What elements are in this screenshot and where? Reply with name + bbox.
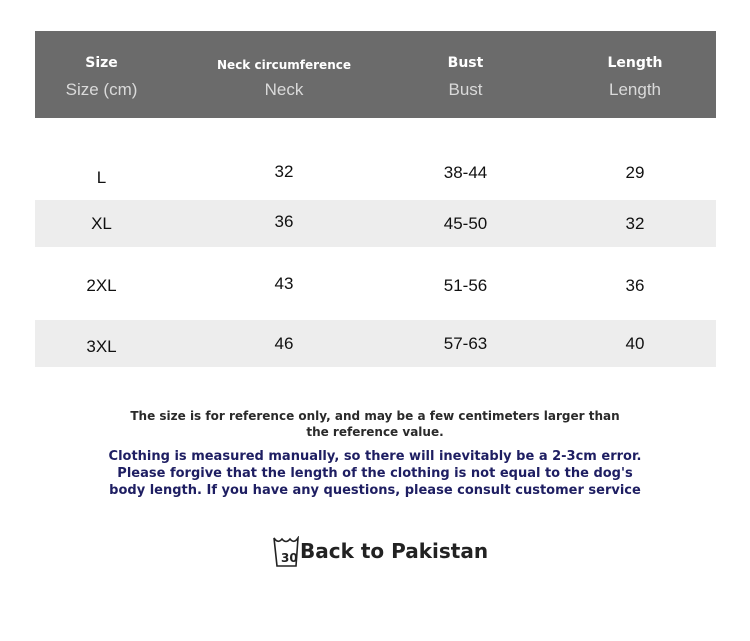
cell-bust: 38-44: [443, 163, 488, 182]
cell-bust: 45-50: [443, 214, 488, 233]
size-chart-table: [35, 31, 716, 356]
measurement-note-line: Please forgive that the length of the clothing is not equal to the dog's: [117, 466, 633, 481]
wash-tub-icon: [272, 536, 302, 570]
header-bust: [400, 31, 531, 118]
cell-neck: 46: [274, 334, 294, 353]
table-row: [35, 200, 716, 247]
header-bust-subtitle: Bust: [448, 80, 483, 99]
reference-note-line: The size is for reference only, and may be a few centimeters larger than: [130, 409, 620, 423]
wash-instruction: [272, 536, 489, 574]
reference-note-line: the reference value.: [306, 425, 444, 439]
table-header: [35, 31, 716, 118]
cell-neck: 43: [274, 274, 294, 293]
header-neck-title: Neck circumference: [217, 58, 351, 72]
reference-note: [0, 408, 750, 440]
cell-neck: 36: [274, 212, 294, 231]
cell-neck: 32: [274, 162, 294, 181]
cell-size: 2XL: [86, 276, 117, 295]
header-length-title: Length: [607, 55, 663, 71]
header-neck: [168, 31, 400, 118]
header-bust-title: Bust: [447, 55, 484, 71]
cell-bust: 51-56: [443, 276, 488, 295]
header-size-subtitle: Size (cm): [65, 80, 138, 99]
cell-size: XL: [91, 214, 112, 233]
header-size-title: Size: [85, 55, 118, 71]
wash-temperature: 30: [281, 551, 298, 565]
header-length-subtitle: Length: [609, 80, 661, 99]
measurement-note: [0, 448, 750, 499]
measurement-note-line: Clothing is measured manually, so there will inevitably be a 2-3cm error.: [108, 449, 642, 464]
cell-length: 36: [625, 276, 645, 295]
cell-bust: 57-63: [443, 334, 488, 353]
measurement-note-line: body length. If you have any questions, please consult customer service: [109, 483, 641, 498]
cell-size: 3XL: [86, 337, 117, 356]
cell-length: 32: [625, 214, 645, 233]
header-size: [35, 31, 168, 118]
header-length: [531, 31, 739, 118]
cell-length: 40: [625, 334, 645, 353]
table-row: [35, 149, 716, 196]
table-row: [35, 320, 716, 367]
table-row: [35, 262, 716, 309]
cell-size: L: [96, 168, 107, 187]
wash-label: Back to Pakistan: [300, 539, 489, 563]
header-neck-subtitle: Neck: [264, 80, 304, 99]
cell-length: 29: [625, 163, 645, 182]
